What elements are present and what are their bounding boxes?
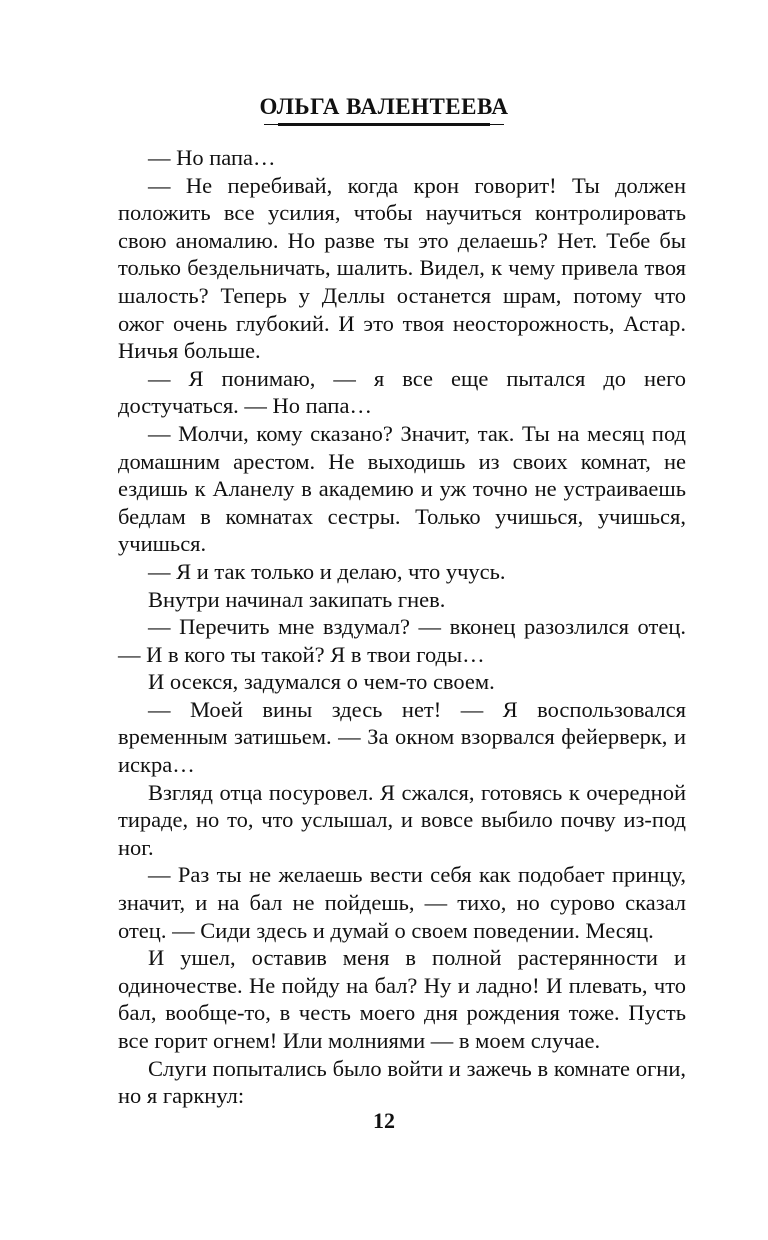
body-text — [118, 144, 686, 1110]
paragraph: — Молчи, кому сказано? Значит, так. Ты на месяц под домашним арестом. Не выходишь из своих комнат, не ездишь к Аланелу в академию и уж точно не устраиваешь бедлам в комнатах сестры. Только учишься, учишься, учишься. — [118, 420, 686, 557]
paragraph: И осекся, задумался о чем-то своем. — [148, 669, 495, 695]
paragraph: — Но папа… — [148, 145, 276, 170]
running-header — [0, 94, 768, 126]
paragraph: — Раз ты не желаешь вести себя как подобает принцу, значит, и на бал не пойдешь, — тихо, но сурово сказал отец. — Сиди здесь и думай о своем поведении. Месяц. — [118, 862, 686, 943]
paragraph: — Перечить мне вздумал? — вконец разозлился отец. — И в кого ты такой? Я в твои годы… — [118, 614, 686, 667]
paragraph: — Моей вины здесь нет! — Я воспользовался временным затишьем. — За окном взорвался фейерверк, и искра… — [118, 696, 686, 778]
paragraph: — Я и так только и делаю, что учусь. — [148, 558, 506, 584]
page-number: 12 — [373, 1108, 395, 1133]
paragraph: — Я понимаю, — я все еще пытался до него достучаться. — Но папа… — [118, 365, 686, 419]
author-name: ОЛЬГА ВАЛЕНТЕЕВА — [259, 94, 509, 119]
paragraph: Слуги попытались было войти и зажечь в комнате огни, но я гаркнул: — [118, 1055, 686, 1109]
paragraph: Взгляд отца посуровел. Я сжался, готовясь к очередной тираде, но то, что услышал, и вовсе выбило почву из-под ног. — [118, 779, 686, 860]
paragraph: И ушел, оставив меня в полной растерянности и одиночестве. Не пойду на бал? Ну и ладно! И плевать, что бал, вообще-то, в честь моего дня рождения тоже. Пусть все горит огнем! Или молниями — в моем случае. — [118, 945, 686, 1053]
paragraph: Внутри начинал закипать гнев. — [148, 586, 446, 612]
header-rule — [278, 123, 490, 126]
paragraph: — Не перебивай, когда крон говорит! Ты должен положить все усилия, чтобы научиться контролировать свою аномалию. Но разве ты это делаешь? Нет. Тебе бы только бездельничать, шалить. Видел, к чему привела твоя шалость? Теперь у Деллы останется шрам, потому что ожог очень глубокий. И это твоя неосторожность, Астар. Ничья больше. — [118, 172, 686, 364]
